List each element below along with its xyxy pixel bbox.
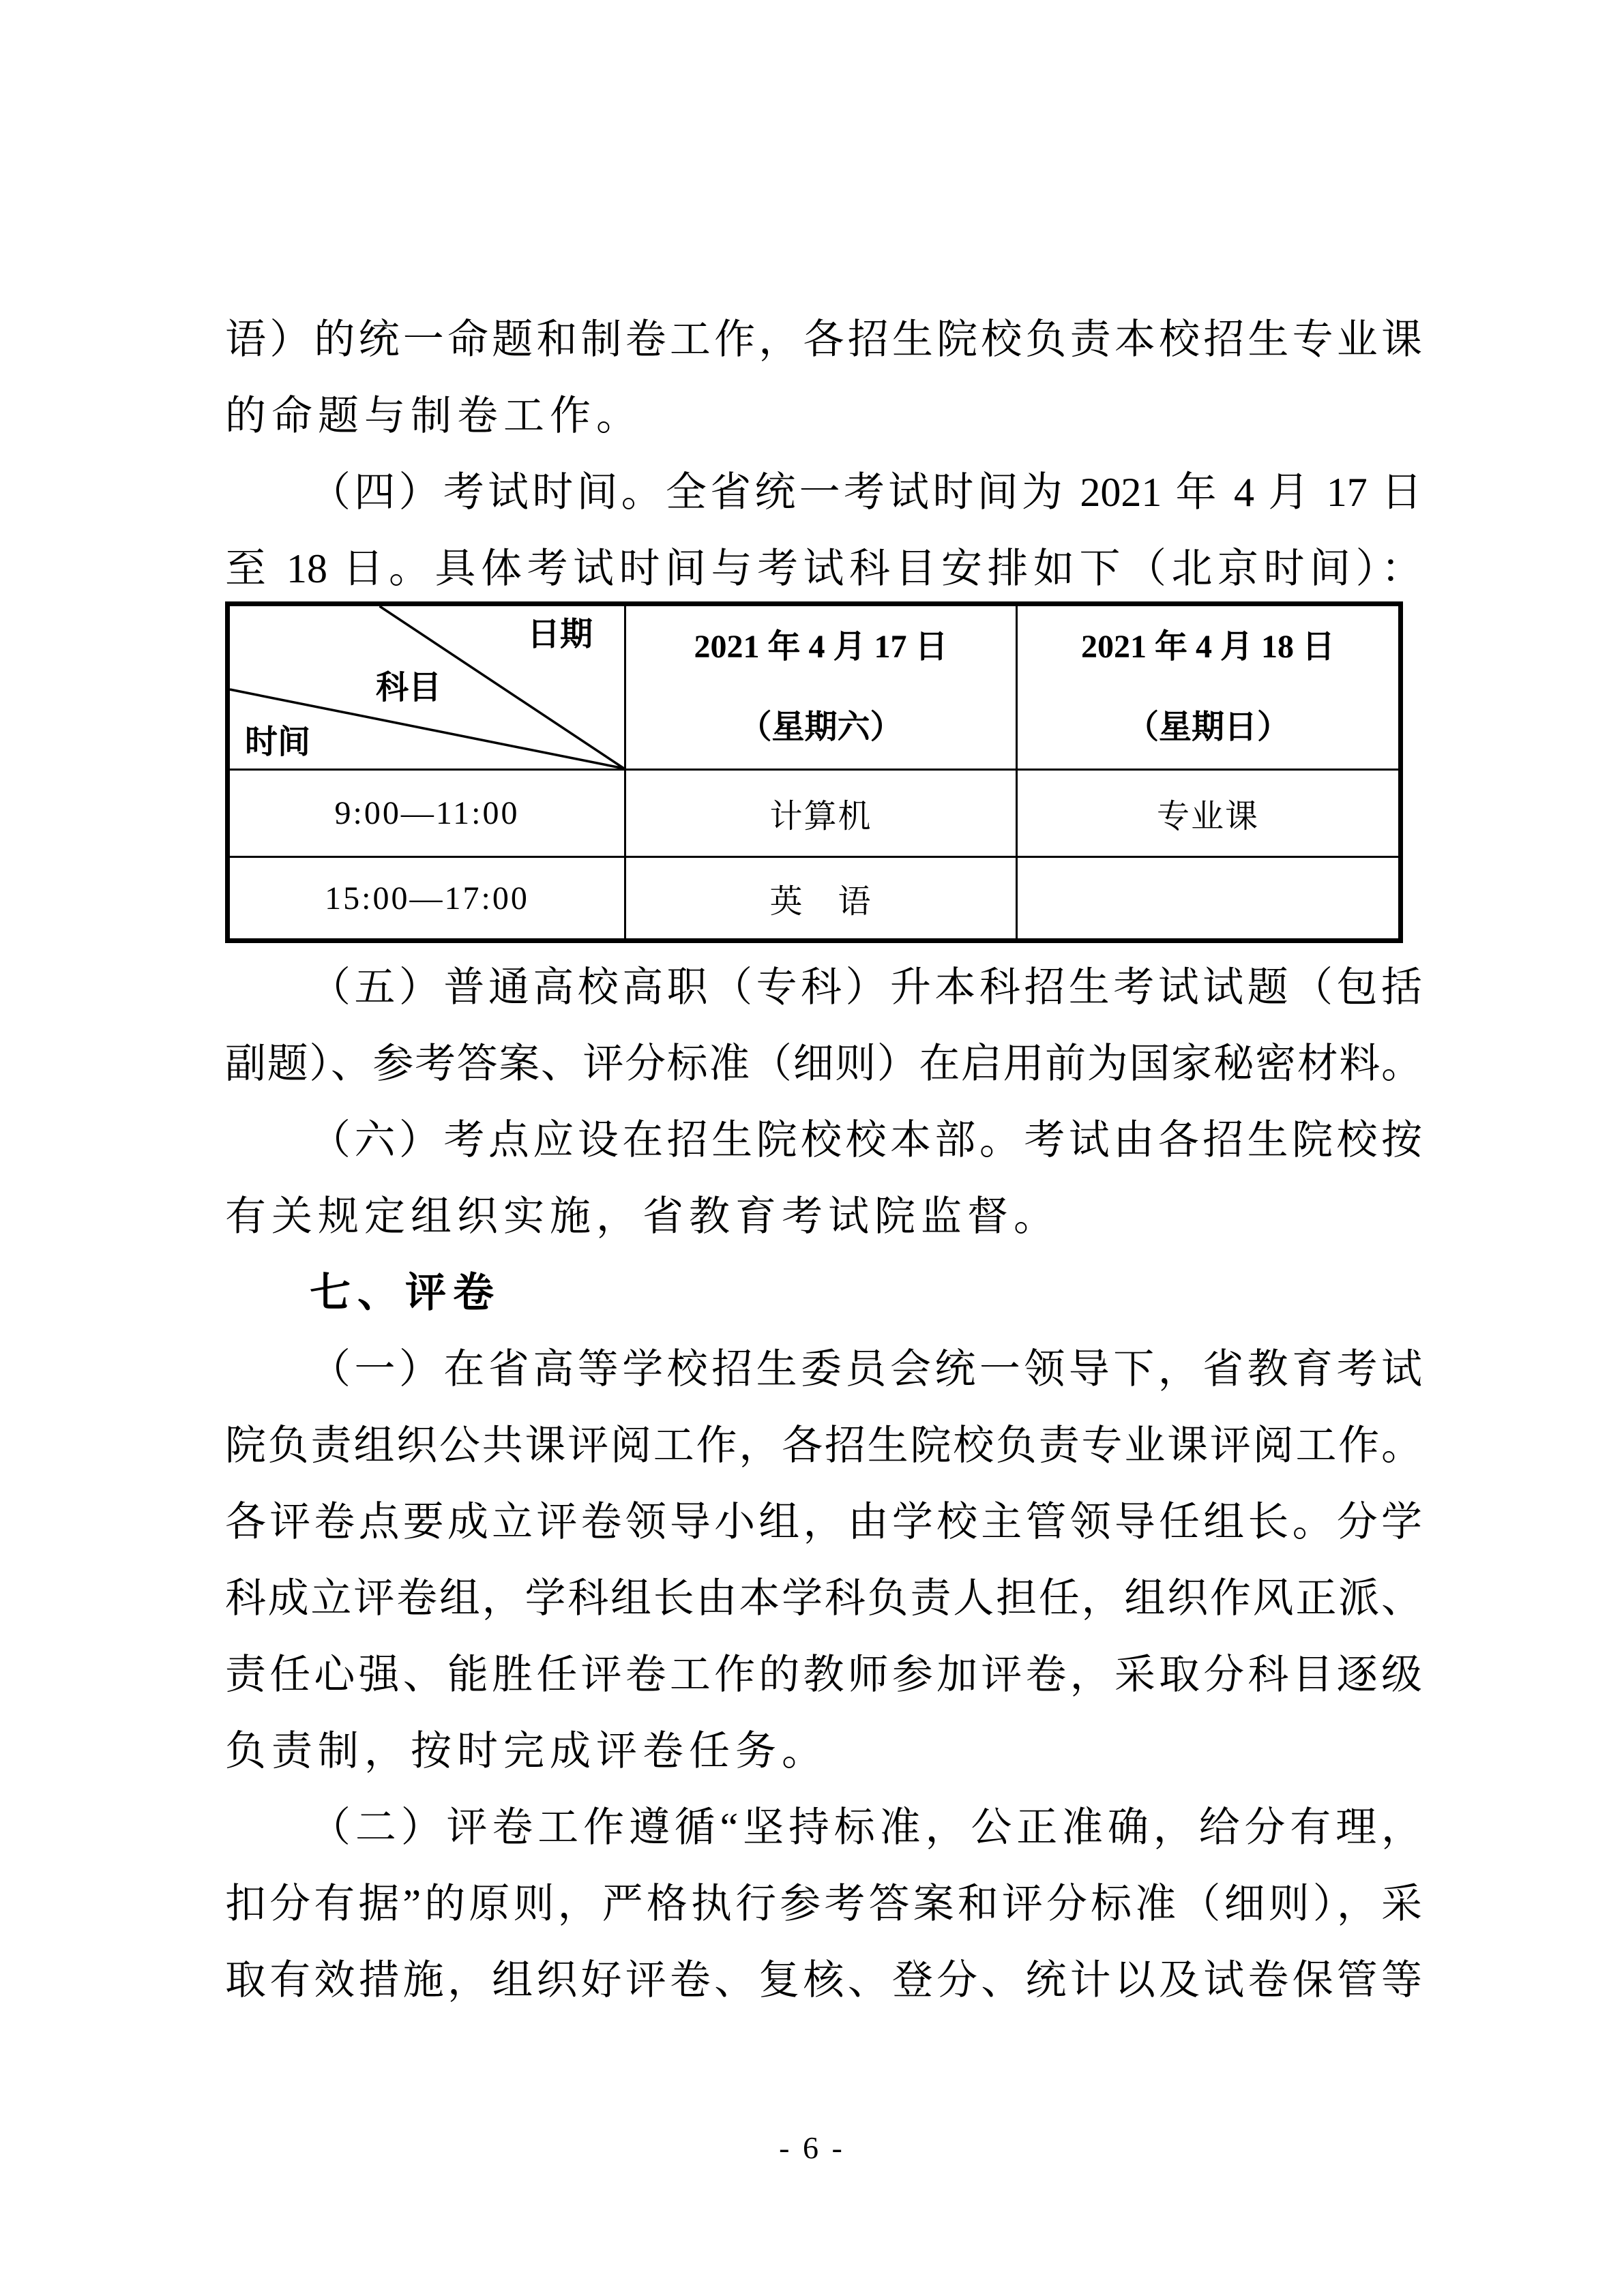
text-line: 科成立评卷组，学科组长由本学科负责人担任，组织作风正派、 — [225, 1576, 1422, 1621]
subject-cell: 计算机 — [625, 770, 1017, 857]
text-line: 院负责组织公共课评阅工作，各招生院校负责专业课评阅工作。 — [225, 1423, 1422, 1468]
page-number: - 6 - — [779, 2130, 845, 2165]
text-line: （六）考点应设在招生院校校本部。考试由各招生院校按 — [310, 1118, 1422, 1163]
table-corner-cell — [228, 604, 625, 770]
time-cell: 9:00—11:00 — [228, 770, 625, 857]
corner-label-date: 日期 — [527, 616, 593, 653]
date-label: 2021 年 4 月 17 日 — [694, 629, 948, 665]
body-text-upper — [225, 301, 1422, 607]
text-line: 取有效措施，组织好评卷、复核、登分、统计以及试卷保管等 — [225, 1958, 1422, 2003]
text-line: 各评卷点要成立评卷领导小组，由学校主管领导任组长。分学 — [225, 1500, 1422, 1545]
section-heading-pingjuan: 七、评卷 — [310, 1270, 501, 1315]
subject-cell: 英 语 — [625, 857, 1017, 941]
text-line: （二）评卷工作遵循“坚持标准，公正准确，给分有理， — [310, 1805, 1422, 1850]
time-cell: 15:00—17:00 — [228, 857, 625, 941]
subject-cell — [1017, 857, 1401, 941]
corner-label-time: 时间 — [245, 724, 311, 760]
weekday-label: （星期六） — [739, 709, 903, 745]
weekday-label: （星期日） — [1125, 709, 1290, 745]
text-line: 责任心强、能胜任评卷工作的教师参加评卷，采取分科目逐级 — [225, 1652, 1422, 1697]
corner-label-subject: 科目 — [376, 670, 442, 706]
text-line: （一）在省高等学校招生委员会统一领导下，省教育考试 — [310, 1347, 1422, 1392]
date-header-day2 — [1017, 604, 1401, 770]
text-line: 副题）、参考答案、评分标准（细则）在启用前为国家秘密材料。 — [225, 1041, 1422, 1086]
text-line: 负责制，按时完成评卷任务。 — [225, 1729, 828, 1774]
text-line: （四）考试时间。全省统一考试时间为 2021 年 4 月 17 日 — [310, 470, 1422, 515]
subject-cell: 专业课 — [1017, 770, 1401, 857]
text-line: 有关规定组织实施，省教育考试院监督。 — [225, 1194, 1060, 1239]
table-header-row — [228, 604, 1401, 770]
text-line: 语）的统一命题和制卷工作，各招生院校负责本校招生专业课 — [225, 317, 1422, 362]
exam-schedule-table — [225, 601, 1403, 943]
body-text-lower — [225, 949, 1422, 2018]
table-row-afternoon — [228, 857, 1401, 941]
table-row-morning — [228, 770, 1401, 857]
text-line: （五）普通高校高职（专科）升本科招生考试试题（包括 — [310, 965, 1422, 1010]
text-line: 的命题与制卷工作。 — [225, 393, 643, 438]
date-label: 2021 年 4 月 18 日 — [1080, 629, 1335, 665]
text-line: 扣分有据”的原则，严格执行参考答案和评分标准（细则），采 — [225, 1881, 1422, 1926]
date-header-day1 — [625, 604, 1017, 770]
text-line: 至 18 日。具体考试时间与考试科目安排如下（北京时间）： — [225, 546, 1422, 591]
